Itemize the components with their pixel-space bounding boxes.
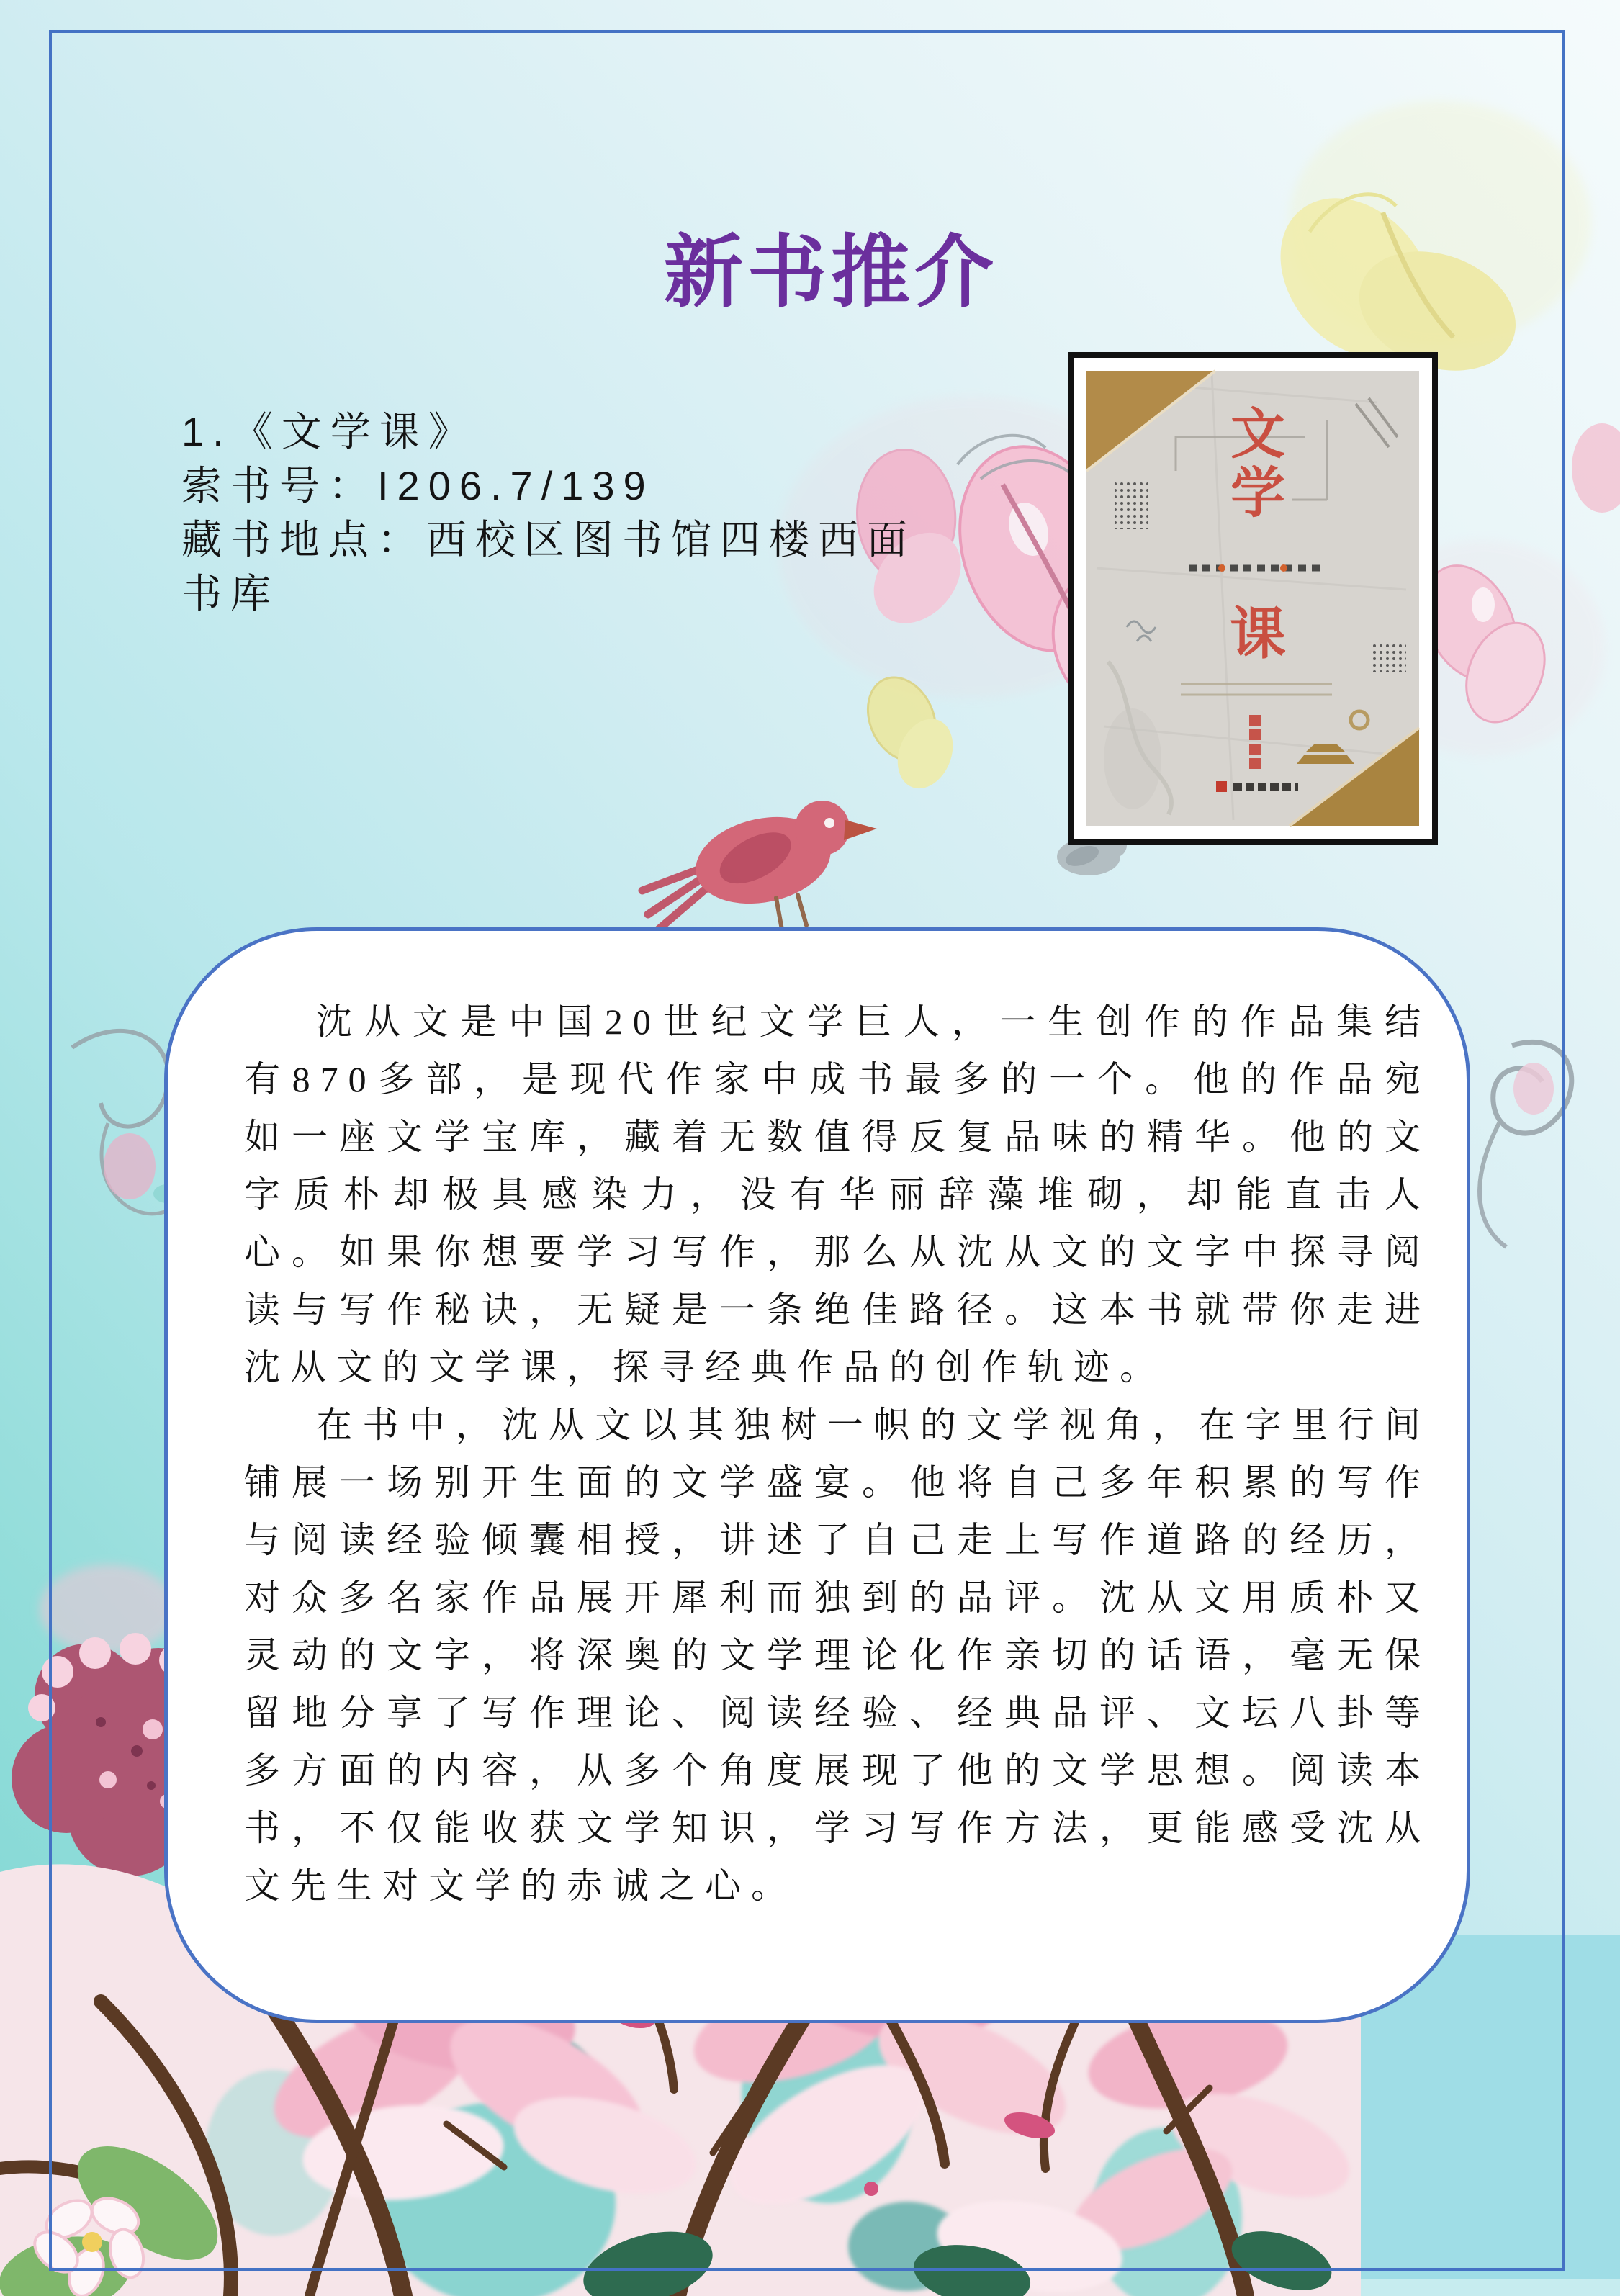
cover-title-char-3: 课 xyxy=(1229,602,1287,665)
book-info-call-number: 索书号：I206.7/139 xyxy=(181,463,654,508)
cover-title-char-1: 文 xyxy=(1230,404,1285,465)
book-info-location-2: 书库 xyxy=(181,571,279,616)
cover-dotted-square-left xyxy=(1115,479,1148,529)
book-info xyxy=(181,405,916,621)
description-text xyxy=(168,931,1467,1914)
book-info-location: 藏书地点：西校区图书馆四楼西面 xyxy=(181,517,916,562)
cover-dotted-square-right xyxy=(1372,643,1406,672)
description-paragraph-1: 沈从文是中国20世纪文学巨人，一生创作的作品集结有870多部，是现代作家中成书最多的一个。他的作品宛如一座文学宝库，藏着无数值得反复品味的精华。他的文字质朴却极具感染力，没有华丽辞藻堆砌，却能直击人心。如果你想要学习写作，那么从沈从文的文字中探寻阅读与写作秘诀，无疑是一条绝佳路径。这本书就带你走进沈从文的文学课，探寻经典作品的创作轨迹。 xyxy=(244,1001,1431,1387)
book-cover-photo xyxy=(1068,352,1438,845)
description-paragraph-2: 在书中，沈从文以其独树一帜的文学视角，在字里行间铺展一场别开生面的文学盛宴。他将自己多年积累的写作与阅读经验倾囊相授，讲述了自己走上写作道路的经历，对众多名家作品展开犀利而独到的品评。沈从文用质朴又灵动的文字，将深奥的文学理论化作亲切的话语，毫无保留地分享了写作理论、阅读经验、经典品评、文坛八卦等多方面的内容，从多个角度展现了他的文学思想。阅读本书，不仅能收获文学知识，学习写作方法，更能感受沈从文先生对文学的赤诚之心。 xyxy=(244,1405,1431,1906)
description-bubble xyxy=(164,927,1470,2023)
book-info-title-line: 1.《文学课》 xyxy=(181,409,477,454)
cover-title-char-2: 学 xyxy=(1230,463,1285,524)
page-title: 新书推介 xyxy=(664,229,998,317)
book-cover-art xyxy=(1068,352,1438,845)
